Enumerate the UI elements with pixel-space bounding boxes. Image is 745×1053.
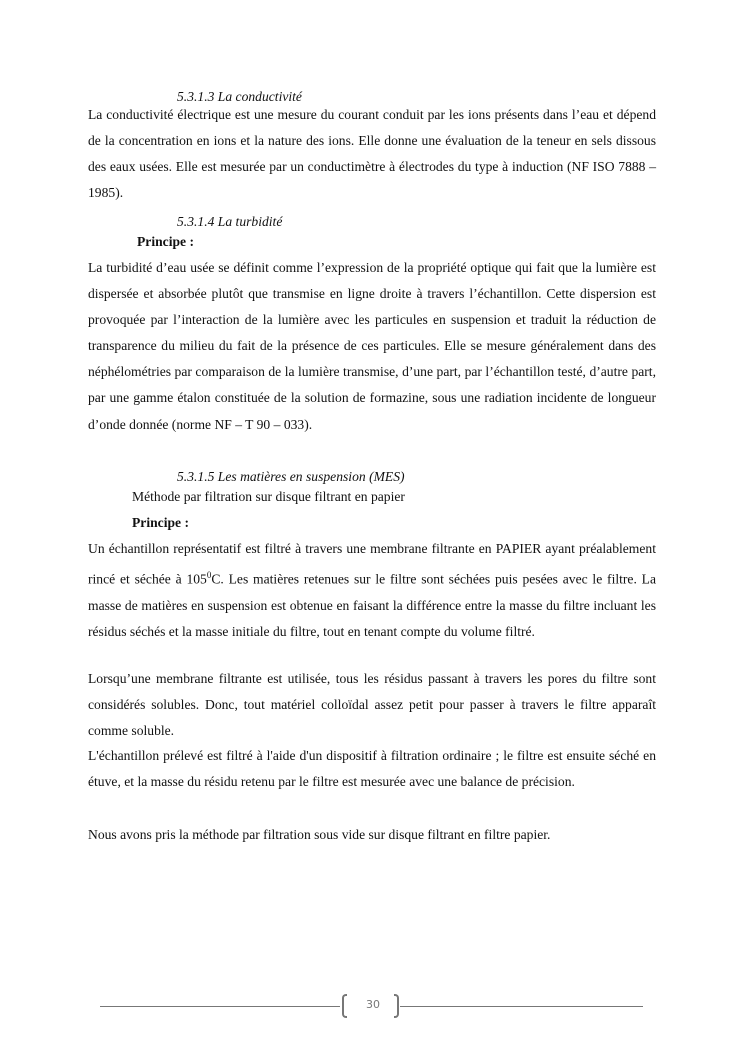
paragraph-mes-3: L'échantillon prélevé est filtré à l'aide d'un dispositif à filtration ordinaire ; le filtre est ensuite séché en étuve, et la masse du résidu retenu par le filtre est mesurée avec une balance de précision. xyxy=(88,748,656,790)
paragraph-conductivite: La conductivité électrique est une mesure du courant conduit par les ions présents dans l’eau et dépend de la concentration en ions et la nature des ions. Elle donne une évaluation de la teneur en sels dissous des eaux usées. Elle est mesurée par un conductimètre à électrodes du type à induction (NF ISO 7888 – 1985). xyxy=(88,107,656,201)
text: Un échantillon représentatif est filtré à travers une membrane filtrante en PAPIER ayant préalablement rincé et séchée à 105 xyxy=(88,541,656,587)
paragraph-mes-2: Lorsqu’une membrane filtrante est utilisée, tous les résidus passant à travers les pores du filtre sont considérés solubles. Donc, tout matériel colloïdal assez petit pour passer à travers le filtre apparaît comme soluble. xyxy=(88,671,656,739)
paragraph-mes-1 xyxy=(88,536,656,645)
superscript: 0 xyxy=(206,570,212,581)
left-bracket-icon xyxy=(342,994,347,1018)
section-heading-conductivite: 5.3.1.3 La conductivité xyxy=(177,89,302,104)
subheading-principe-mes: Principe : xyxy=(132,515,190,530)
section-heading-mes: 5.3.1.5 Les matières en suspension (MES) xyxy=(177,469,405,484)
footer-rule-left xyxy=(100,1006,340,1007)
subheading-principe: Principe : xyxy=(137,234,195,249)
page-number: 30 xyxy=(366,998,380,1011)
footer-rule-right xyxy=(400,1006,643,1007)
paragraph-turbidite: La turbidité d’eau usée se définit comme l’expression de la propriété optique qui fait que la lumière est dispersée et absorbée plutôt que transmise en ligne droite à travers l’échantillon. Cette dispersion est provoquée par l’interaction de la lumière avec les particules en suspension et traduit la réduction de transparence du milieu du fait de la présence de ces particules. Elle se mesure généralement dans des néphélométries par comparaison de la lumière transmise, d’une part, par l’échantillon testé, d’autre part, par une gamme étalon constituée de la solution de formazine, sous une radiation incidente de longueur d’onde donnée (norme NF – T 90 – 033). xyxy=(88,260,656,432)
right-bracket-icon xyxy=(394,994,399,1018)
section-heading-turbidite: 5.3.1.4 La turbidité xyxy=(177,214,283,229)
paragraph-mes-4: Nous avons pris la méthode par filtration sous vide sur disque filtrant en filtre papier. xyxy=(88,827,551,842)
method-line: Méthode par filtration sur disque filtrant en papier xyxy=(132,489,405,504)
text: C. Les matières retenues sur le filtre sont séchées puis pesées avec le filtre. La masse de matières en suspension est obtenue en faisant la différence entre la masse du filtre incluant les résidus séchés et la masse initiale du filtre, tout en tenant compte du volume filtré. xyxy=(88,571,656,639)
